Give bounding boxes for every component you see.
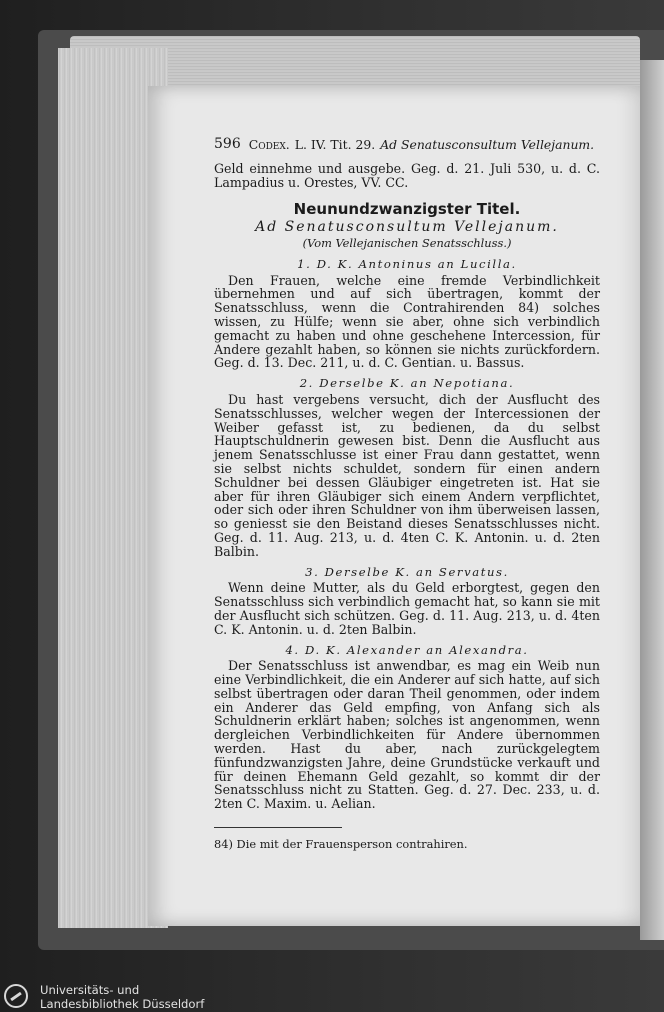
header-title: Ad Senatusconsultum Vellejanum. (380, 137, 595, 152)
continuation-text: Geld einnehme und ausgebe. Geg. d. 21. Juli 530, u. d. C. Lampadius u. Orestes, VV. CC. (214, 160, 600, 190)
section-text-2: Du hast vergebens versucht, dich der Ausflucht des Senatsschlusses, welcher wegen der Intercessionen der Weiber gefasst ist, zu bedienen, da du selbst Hauptschuldnerin gewesen bist. Denn die Ausflucht aus jenem Senatsschlusse ist einer Frau dann gestattet, wenn sie selbst nichts schuldet, sondern für einen andern Schuldner bei dessen Gläubiger eingetreten ist. Hat sie aber für ihren Gläubiger sich einem Andern verpflichtet, oder sich oder ihren Schuldner von ihm überweisen lassen, so geniesst sie den Beistand dieses Senatsschlusses nicht. Geg. d. 11. Aug. 213, u. d. 4ten C. K. Antonin. u. d. 2ten Balbin. (214, 391, 600, 559)
section-heading-2: 2. Derselbe K. an Nepotiana. (299, 376, 515, 391)
running-header (214, 138, 600, 152)
page-text (214, 138, 600, 852)
chapter-title: Neunundzwanzigster Titel. (293, 200, 521, 219)
header-codex: Codex. (248, 137, 290, 152)
library-line-1: Universitäts- und (40, 983, 140, 997)
chapter-translation: (Vom Vellejanischen Senatsschluss.) (302, 235, 512, 250)
page-number: 596 (214, 136, 241, 152)
chapter-subtitle: Ad Senatusconsultum Vellejanum. (255, 219, 559, 236)
footnote-rule (214, 827, 342, 828)
section-text-4: Der Senatsschluss ist anwendbar, es mag ein Weib nun eine Verbindlichkeit, die ein Anderer auf sich hatte, auf sich selbst übertragen oder daran Theil genommen, oder indem ein Anderer das Geld empfing, von Anfang sich als Schuldnerin erklärt haben; solches ist angenommen, wenn dergleichen Verbindlichkeiten für Andere übernommen werden. Hast du aber, nach zurückgelegtem fünfundzwanzigsten Jahre, deine Grundstücke verkauft und für deinen Ehemann Geld gezahlt, so kommt dir der Senatsschluss nicht zu Statten. Geg. d. 27. Dec. 233, u. d. 2ten C. Maxim. u. Aelian. (214, 658, 600, 812)
library-line-2: Landesbibliothek Düsseldorf (40, 997, 205, 1011)
header-book: L. IV. Tit. 29. (294, 137, 376, 152)
section-text-3: Wenn deine Mutter, als du Geld erborgtest, gegen den Senatsschluss sich verbindlich gemacht hat, so kann sie mit der Ausflucht sich schützen. Geg. d. 11. Aug. 213, u. d. 4ten C. K. Antonin. u. d. 2ten Balbin. (214, 580, 600, 637)
library-logo-icon (4, 984, 28, 1008)
section-heading-1: 1. D. K. Antoninus an Lucilla. (297, 256, 517, 271)
library-credit (40, 983, 204, 1011)
section-text-1: Den Frauen, welche eine fremde Verbindlichkeit übernehmen und auf sich übertragen, kommt der Senatsschluss, wenn die Contrahirenden 84) solches wissen, zu Hülfe; wenn sie aber, ohne sich verbindlich gemacht zu haben und ohne geschehene Intercession, für Andere gezahlt haben, so können sie nichts zurückfordern. Geg. d. 13. Dec. 211, u. d. C. Gentian. u. Bassus. (214, 272, 600, 371)
section-heading-4: 4. D. K. Alexander an Alexandra. (285, 642, 529, 657)
footnote: 84) Die mit der Frauensperson contrahiren. (214, 837, 468, 852)
section-heading-3: 3. Derselbe K. an Servatus. (305, 564, 509, 579)
facing-page-edge (640, 60, 664, 940)
